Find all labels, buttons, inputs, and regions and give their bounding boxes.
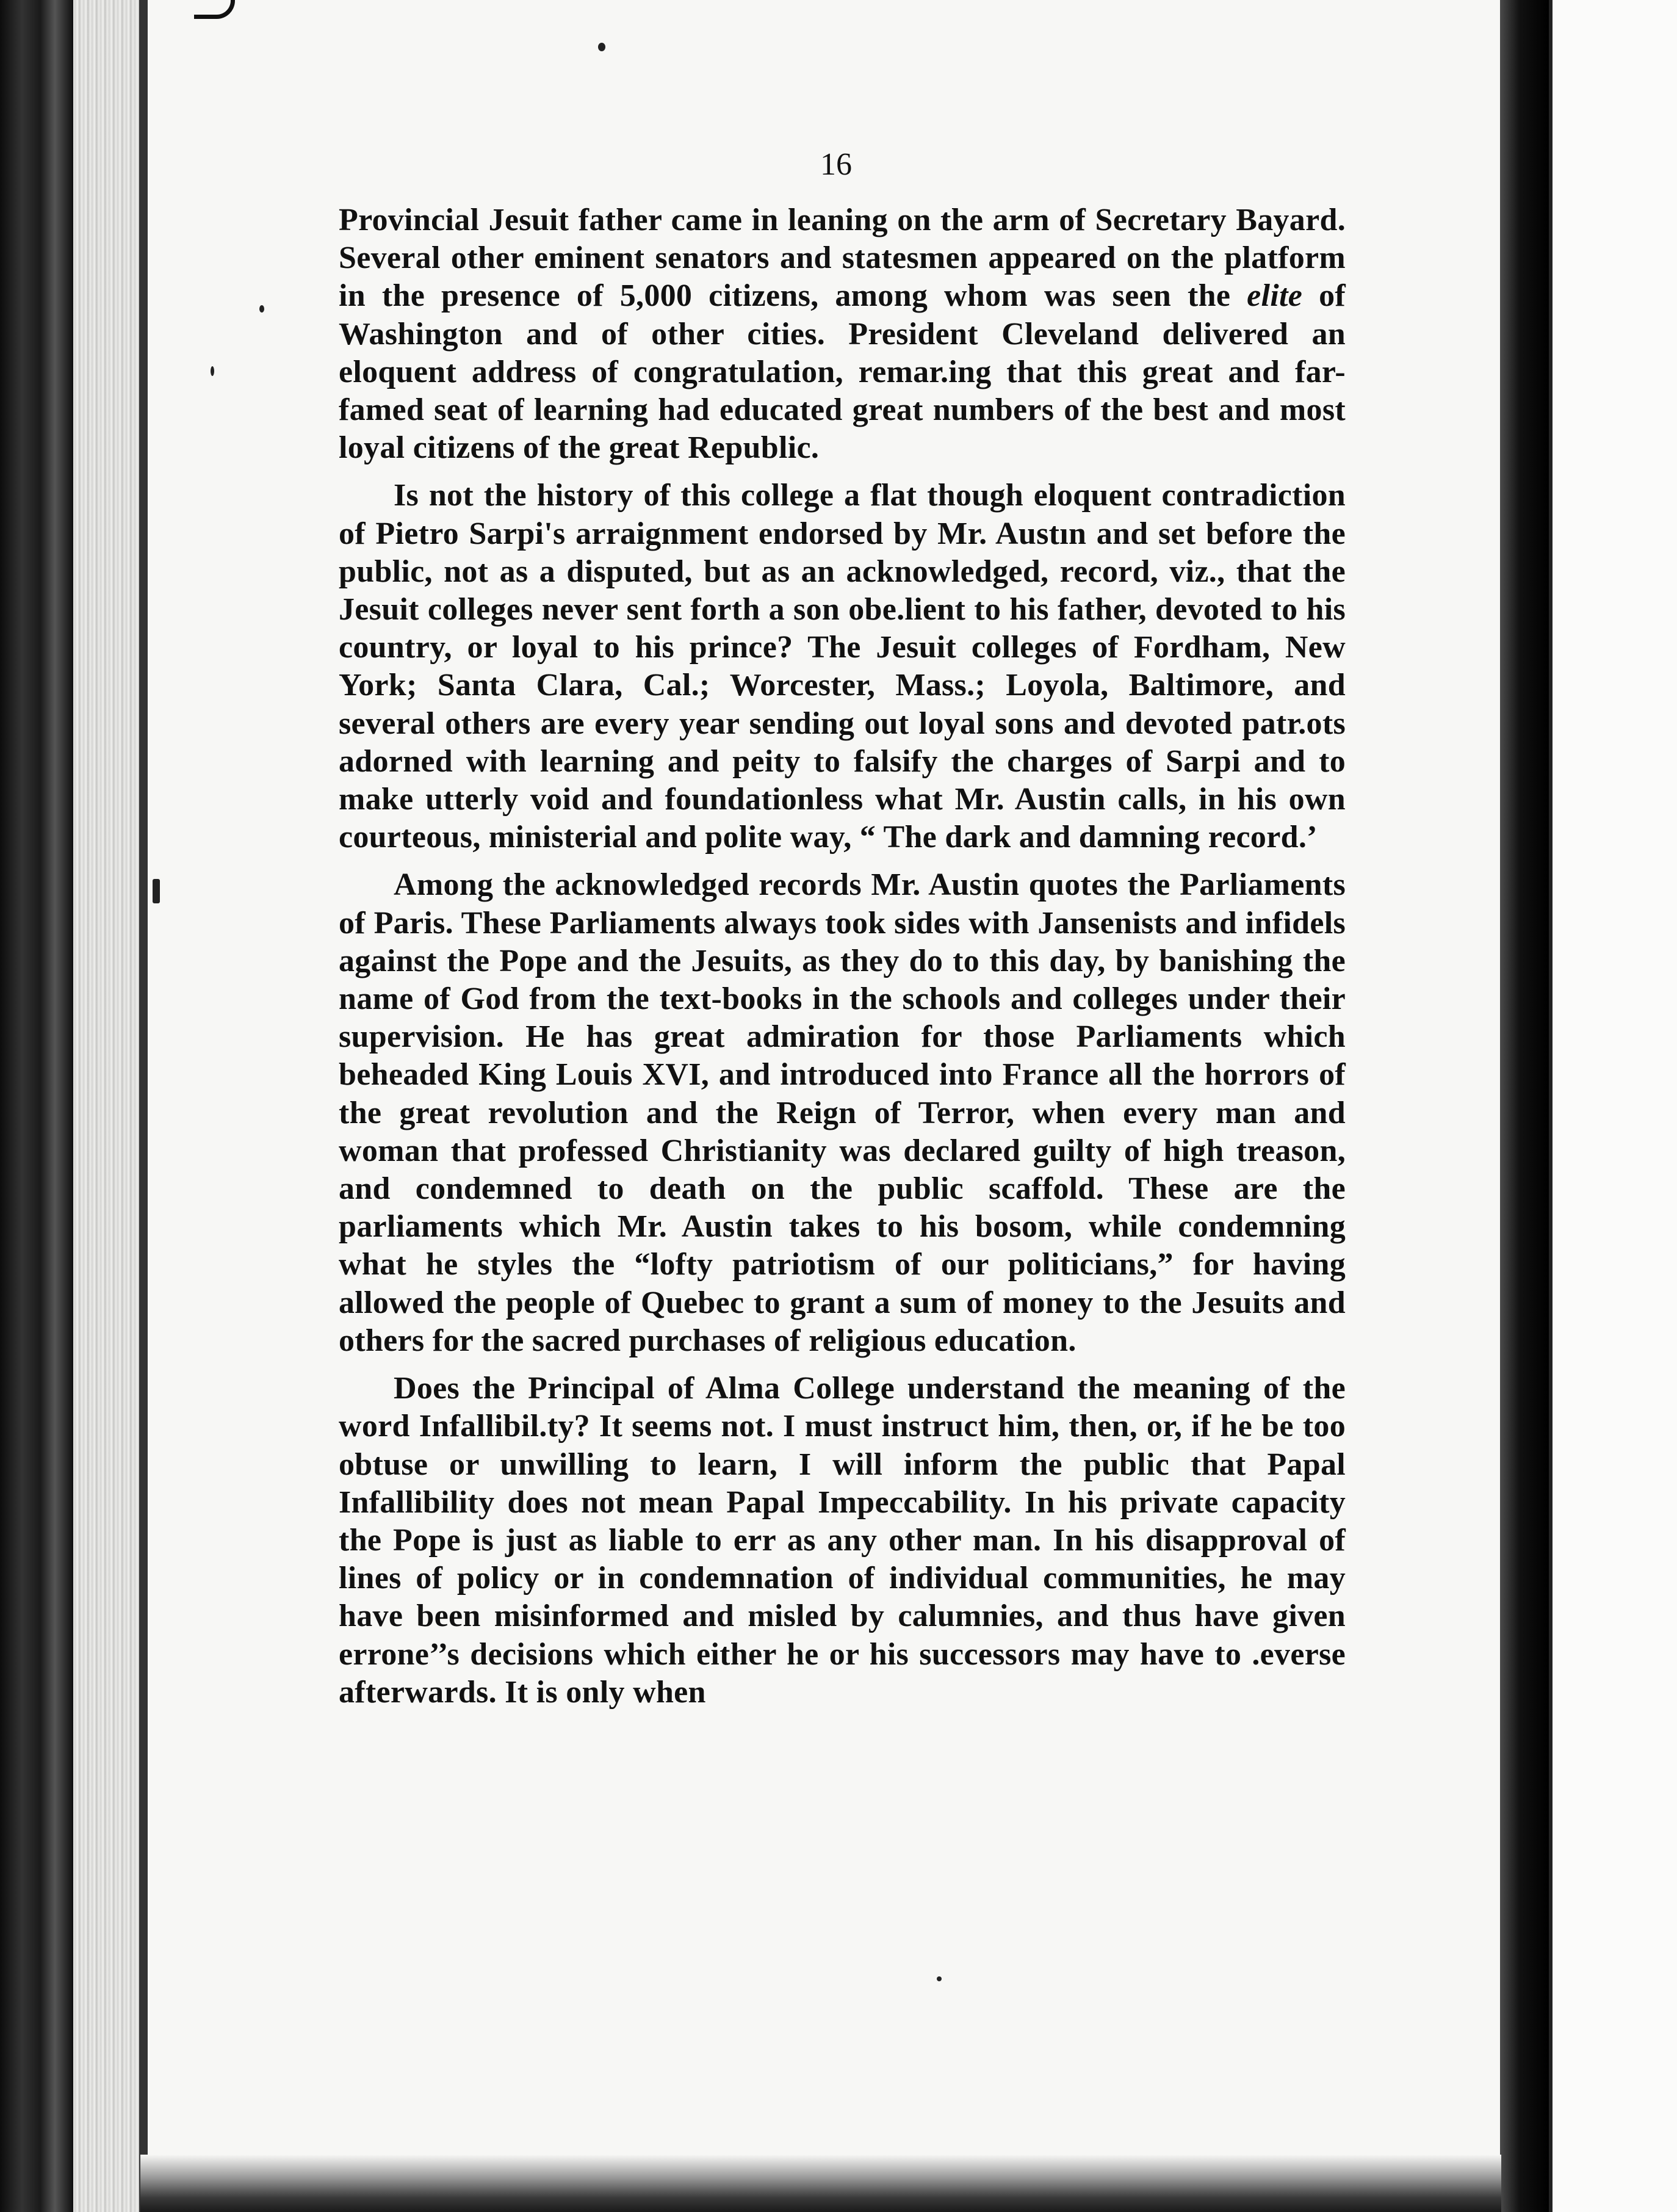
ink-speck (259, 305, 264, 313)
paragraph-text: Among the acknowledged records Mr. Austin quotes the Parliaments of Paris. These Parliaments always took sides with Jansenists and infidels against the Pope and the Jesuits, as they do to this day, by banishing the name of God from the text-books in the schools and colleges under their supervision. He has great admiration for those Parliaments which beheaded King Louis XVI, and introduced into France all the horrors of the great revolution and the Reign of Terror, when every man and woman that professed Christianity was declared guilty of high treason, and condemned to death on the public scaffold. These are the parliaments which Mr. Austin takes to his bosom, while condemning what he styles the “lofty patriotism of our politicians,” for having allowed the people of Quebec to grant a sum of money to the Jesuits and others for the sacred purchases of religious education. (339, 867, 1346, 1358)
paragraph-text: Is not the history of this college a flat though eloquent contradiction of Pietro Sarpi's arraignment endorsed by Mr. Austın and set before the public, not as a disputed, but as an acknowledged, record, viz., that the Jesuit colleges never sent forth a son obe.lient to his father, devoted to his country, or loyal to his prince? The Jesuit colleges of Fordham, New York; Santa Clara, Cal.; Worcester, Mass.; Loyola, Baltimore, and several others are every year sending out loyal sons and devoted patr.ots adorned with learning and peity to falsify the charges of Sarpi and to make utterly void and foundationless what Mr. Austin calls, in his own courteous, ministerial and polite way, “ The dark and damning record.’ (339, 478, 1346, 855)
right-page-gutter (1500, 0, 1549, 2212)
page-stack-edges (73, 0, 143, 2212)
facing-page-edge (1549, 0, 1677, 2212)
page-number: 16 (820, 147, 852, 182)
paragraph-3 (339, 866, 1346, 1360)
ink-speck (937, 1976, 942, 1981)
paragraph-text: Does the Principal of Alma College understand the meaning of the word Infallibil.ty? It seems not. I must instruct him, then, or, if he be too obtuse or unwilling to learn, I will inform the public that Papal Infallibility does not mean Papal Impeccability. In his private capacity the Pope is just as liable to err as any other man. In his disapproval of lines of policy or in condemnation of individual communities, he may have been misinformed and misled by calumnies, and thus have given errone’’s decisions which either he or his successors may have to .everse afterwards. It is only when (339, 1371, 1346, 1710)
paragraph-text: Provincial Jesuit father came in leaning on the arm of Secretary Bayard. Several other eminent senators and statesmen appeared on the platform in the presence of 5,000 citizens, among whom was seen the (339, 203, 1346, 314)
ink-speck (598, 43, 605, 51)
binding-edge (0, 0, 73, 2212)
gutter-shadow (139, 0, 148, 2212)
body-text (339, 201, 1346, 1721)
paragraph-text: of Washington and of other cities. President Cleveland delivered an eloquent address of congratulation, remar.ing that this great and far-famed seat of learning had educated great numbers of the best and most loyal citizens of the great Republic. (339, 278, 1346, 466)
italic-text: elite (1247, 278, 1303, 314)
ink-speck (153, 879, 160, 903)
corner-ink-mark (194, 0, 235, 19)
paragraph-2 (339, 477, 1346, 856)
bottom-page-edge (140, 2155, 1501, 2212)
ink-speck (211, 366, 214, 376)
paragraph-1 (339, 201, 1346, 467)
paragraph-4 (339, 1370, 1346, 1711)
